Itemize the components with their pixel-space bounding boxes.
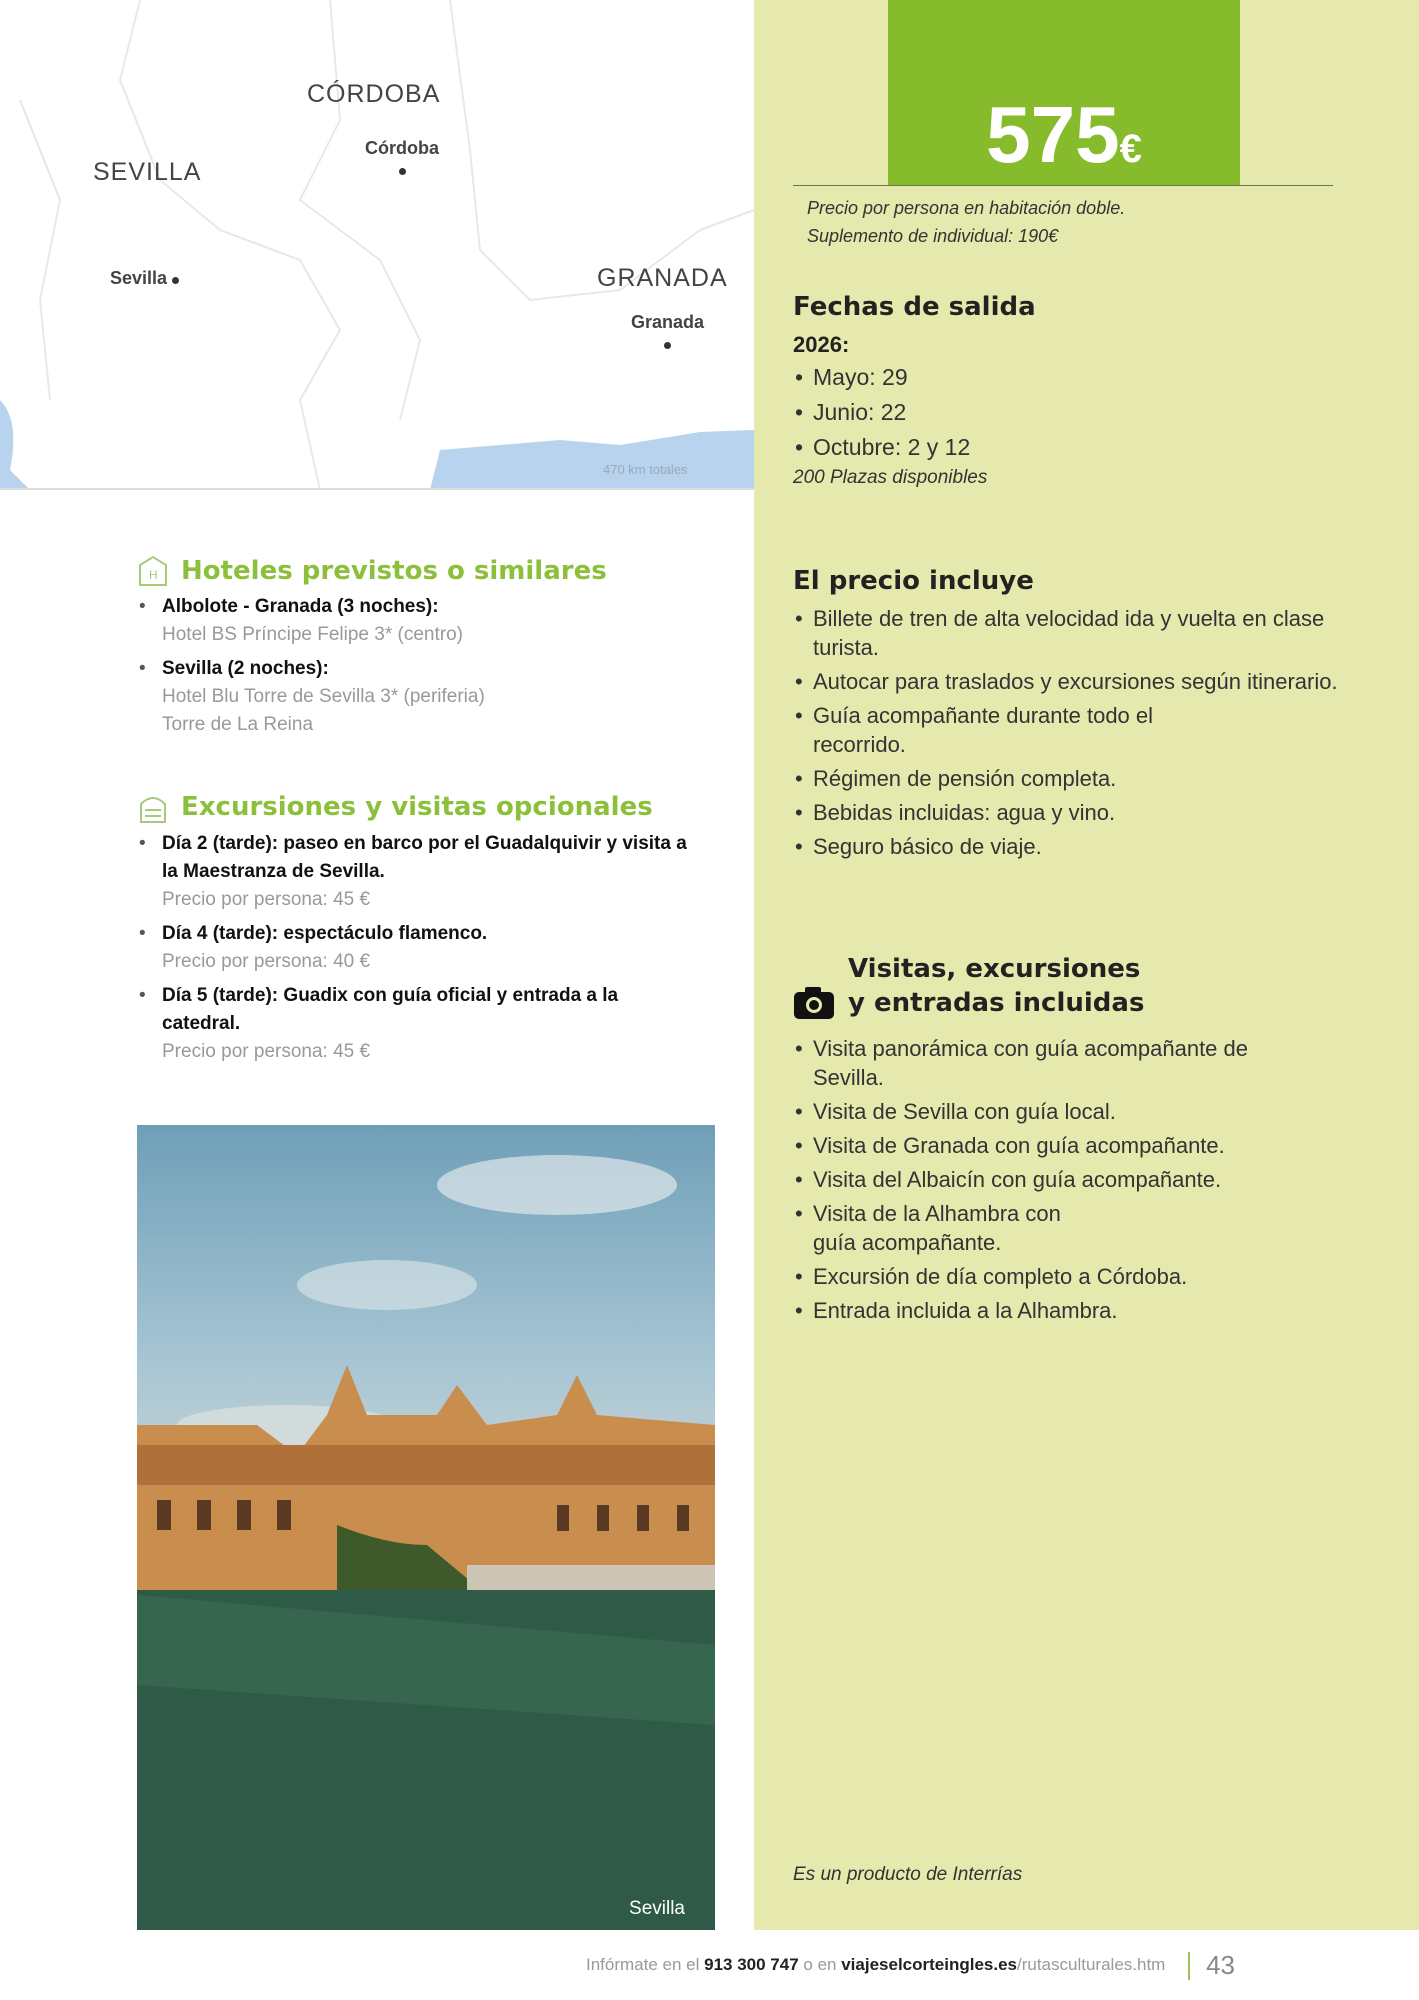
optional-day: Día 5 (tarde): [162, 985, 279, 1006]
map-background [0, 0, 754, 490]
includes-title: El precio incluye [793, 566, 1034, 596]
photo-caption: Sevilla [629, 1898, 685, 1919]
monument-icon [137, 790, 169, 824]
date-item: • Junio: 22 [793, 397, 1393, 427]
price-box [888, 0, 1240, 185]
map-label-sevilla-province: SEVILLA [93, 158, 202, 186]
map-city-granada: Granada [631, 312, 704, 354]
footer-text: o en [798, 1954, 842, 1974]
footer [586, 1950, 1235, 1981]
visits-title-line2: y entradas incluidas [848, 988, 1145, 1018]
price-note: Precio por persona en habitación doble. [807, 198, 1126, 218]
dates-year: 2026: [793, 332, 850, 357]
optional-price: Precio por persona: 40 € [162, 951, 371, 972]
hotel-name-extra: Torre de La Reina [162, 714, 314, 735]
optional-desc: espectáculo flamenco. [278, 923, 488, 944]
map-label-cordoba-province: CÓRDOBA [307, 80, 441, 108]
places-available: 200 Plazas disponibles [793, 467, 988, 488]
visits-item: • Excursión de día completo a Córdoba. [793, 1262, 1323, 1291]
optional-price: Precio por persona: 45 € [162, 889, 371, 910]
map-city-sevilla: Sevilla [110, 268, 179, 289]
footer-text: Infórmate en el [586, 1954, 705, 1974]
footer-divider [1188, 1952, 1190, 1980]
optional-desc: Guadix con guía oficial y entrada a la catedral. [162, 985, 619, 1034]
page-number: 43 [1206, 1950, 1235, 1980]
optional-item [137, 982, 697, 1066]
optional-day: Día 4 (tarde): [162, 923, 279, 944]
optional-day: Día 2 (tarde): [162, 833, 279, 854]
hotels-section [137, 555, 717, 745]
route-map [0, 0, 754, 490]
divider [793, 185, 1333, 186]
includes-item: • Bebidas incluidas: agua y vino. [793, 798, 1353, 827]
hotel-icon [137, 555, 169, 587]
visits-item: • Visita de Sevilla con guía local. [793, 1097, 1323, 1126]
camera-icon [793, 986, 835, 1020]
date-item: • Octubre: 2 y 12 [793, 432, 1393, 462]
dates-title: Fechas de salida [793, 292, 1036, 322]
svg-text:H: H [149, 568, 158, 582]
optional-title: Excursiones y visitas opcionales [181, 792, 653, 822]
footer-website-path[interactable]: /rutasculturales.htm [1017, 1954, 1166, 1974]
dates-section [793, 292, 1393, 489]
optional-section [137, 790, 697, 1072]
footer-website-link[interactable]: viajeselcorteingles.es [841, 1954, 1017, 1974]
includes-section [793, 566, 1353, 866]
visits-item: • Visita panorámica con guía acompañante de Sevilla. [793, 1034, 1323, 1092]
visits-section [793, 954, 1353, 1330]
hotel-item [137, 655, 717, 739]
includes-item: • Seguro básico de viaje. [793, 832, 1353, 861]
hotel-name: Hotel BS Príncipe Felipe 3* (centro) [162, 624, 463, 645]
hotels-title: Hoteles previstos o similares [181, 556, 607, 586]
optional-desc: paseo en barco por el Guadalquivir y visita a la Maestranza de Sevilla. [162, 833, 687, 882]
map-scale: 470 km totales [603, 462, 688, 477]
visits-title-line1: Visitas, excursiones [848, 954, 1141, 984]
hotel-place: • Sevilla (2 noches): [162, 658, 329, 679]
includes-item: • Régimen de pensión completa. [793, 764, 1353, 793]
optional-item [137, 920, 697, 976]
price-currency: € [1119, 127, 1142, 171]
hotel-place: • Albolote - Granada (3 noches): [162, 596, 439, 617]
footer-phone[interactable]: 913 300 747 [704, 1954, 799, 1974]
map-label-granada-province: GRANADA [597, 264, 728, 292]
supplement-note: Suplemento de individual: 190€ [807, 226, 1059, 246]
price-notes [807, 194, 1125, 250]
map-city-cordoba: Córdoba [365, 138, 439, 180]
plaza-de-espana-image [137, 1125, 715, 1930]
includes-item: • Billete de tren de alta velocidad ida y vuelta en clase turista. [793, 604, 1353, 662]
visits-item: • Visita del Albaicín con guía acompañante. [793, 1165, 1323, 1194]
price-amount: 575 [986, 90, 1120, 179]
producer-note: Es un producto de Interrías [793, 1864, 1023, 1885]
optional-price: Precio por persona: 45 € [162, 1041, 371, 1062]
includes-item: • Guía acompañante durante todo el recorrido. [793, 701, 1353, 759]
date-item: • Mayo: 29 [793, 362, 1393, 392]
optional-item [137, 830, 697, 914]
hotel-name: Hotel Blu Torre de Sevilla 3* (periferia) [162, 686, 485, 707]
sevilla-photo [137, 1125, 715, 1930]
visits-item: • Visita de Granada con guía acompañante. [793, 1131, 1323, 1160]
hotel-item [137, 593, 717, 649]
visits-item: • Entrada incluida a la Alhambra. [793, 1296, 1323, 1325]
includes-item: • Autocar para traslados y excursiones según itinerario. [793, 667, 1353, 696]
visits-item: • Visita de la Alhambra con guía acompañante. [793, 1199, 1323, 1257]
